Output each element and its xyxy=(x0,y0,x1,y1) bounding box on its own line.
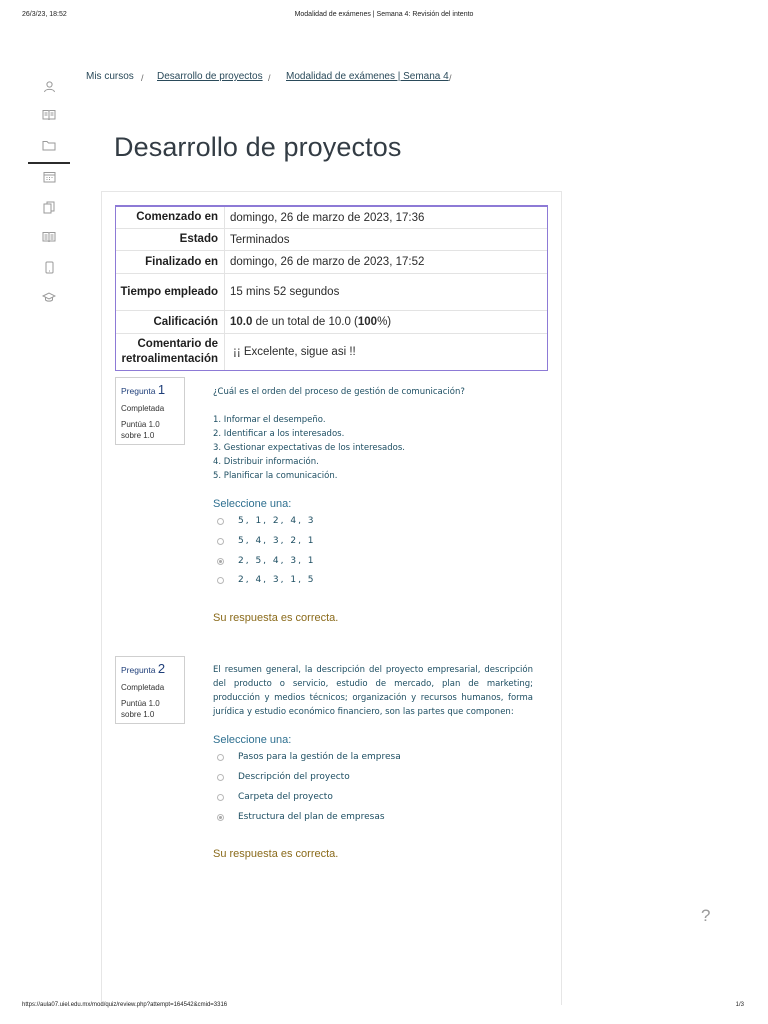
answer-option[interactable] xyxy=(217,514,316,528)
print-date: 26/3/23, 18:52 xyxy=(22,11,67,18)
question-info-2 xyxy=(115,656,185,724)
summary-row xyxy=(116,310,547,333)
breadcrumb-home[interactable]: Mis cursos xyxy=(86,71,134,82)
mobile-icon[interactable] xyxy=(37,255,61,279)
print-title: Modalidad de exámenes | Semana 4: Revisión del intento xyxy=(294,11,474,18)
summary-value: 15 mins 52 segundos xyxy=(230,286,340,298)
summary-label: Estado xyxy=(116,229,225,250)
grade-value: 10.0 de un total de 10.0 ( 100 %) xyxy=(230,316,392,328)
answer-option[interactable] xyxy=(217,573,316,587)
summary-row xyxy=(116,333,547,370)
summary-row xyxy=(116,273,547,310)
answer-feedback: Su respuesta es correcta. xyxy=(213,848,339,860)
option-label: Pasos para la gestión de la empresa xyxy=(238,752,401,762)
graduation-cap-icon[interactable] xyxy=(37,285,61,309)
help-button[interactable]: ? xyxy=(701,906,711,925)
summary-label: Finalizado en xyxy=(116,251,225,273)
radio-button[interactable] xyxy=(217,577,224,584)
radio-button[interactable] xyxy=(217,794,224,801)
summary-row xyxy=(116,228,547,250)
select-prompt: Seleccione una: xyxy=(213,498,292,510)
list-item: 4. Distribuir información. xyxy=(213,457,319,467)
breadcrumb-separator: / xyxy=(141,73,144,83)
select-prompt: Seleccione una: xyxy=(213,734,292,746)
list-item: 2. Identificar a los interesados. xyxy=(213,429,345,439)
summary-value: domingo, 26 de marzo de 2023, 17:52 xyxy=(230,256,425,268)
print-url: https://aula07.uiel.edu.mx/mod/quiz/review.php?attempt=164542&cmid=3316 xyxy=(22,1002,228,1008)
question-status: Completada xyxy=(121,683,165,692)
option-label: 2, 5, 4, 3, 1 xyxy=(238,556,316,566)
question-text: ¿Cuál es el orden del proceso de gestión de comunicación? xyxy=(213,387,465,397)
copy-icon[interactable] xyxy=(37,195,61,219)
option-label: Descripción del proyecto xyxy=(238,772,350,782)
answer-option[interactable] xyxy=(217,810,385,824)
summary-value: ¡¡ Excelente, sigue asi !! xyxy=(233,346,356,358)
breadcrumb-quiz[interactable]: Modalidad de exámenes | Semana 4 xyxy=(286,71,449,82)
radio-button[interactable] xyxy=(217,538,224,545)
summary-value: domingo, 26 de marzo de 2023, 17:36 xyxy=(230,211,425,224)
page-title: Desarrollo de proyectos xyxy=(114,132,402,162)
radio-button-selected[interactable] xyxy=(217,814,224,821)
answer-option[interactable] xyxy=(217,790,333,804)
summary-value: Terminados xyxy=(230,233,290,246)
question-list xyxy=(213,413,533,483)
active-nav-indicator xyxy=(28,162,70,164)
option-label: 2, 4, 3, 1, 5 xyxy=(238,575,316,585)
attempt-summary-table xyxy=(115,205,548,371)
summary-row xyxy=(116,207,547,228)
breadcrumb-separator: / xyxy=(449,73,452,83)
breadcrumb-course[interactable]: Desarrollo de proyectos xyxy=(157,71,263,82)
book-open-icon[interactable] xyxy=(37,225,61,249)
answer-feedback: Su respuesta es correcta. xyxy=(213,612,339,624)
book-icon[interactable] xyxy=(37,103,61,127)
radio-button[interactable] xyxy=(217,774,224,781)
option-label: Carpeta del proyecto xyxy=(238,792,333,802)
question-score: Puntúa 1.0 sobre 1.0 xyxy=(121,420,160,440)
question-number: Pregunta 1 xyxy=(121,382,166,397)
summary-row xyxy=(116,250,547,273)
option-label: 5, 1, 2, 4, 3 xyxy=(238,516,316,526)
question-number: Pregunta 2 xyxy=(121,661,166,676)
answer-option[interactable] xyxy=(217,750,401,764)
breadcrumb-separator: / xyxy=(268,73,271,83)
left-sidebar xyxy=(28,70,70,310)
answer-option[interactable] xyxy=(217,534,316,548)
option-label: 5, 4, 3, 2, 1 xyxy=(238,536,316,546)
radio-button-selected[interactable] xyxy=(217,558,224,565)
user-icon[interactable] xyxy=(37,74,61,98)
summary-label: Comenzado en xyxy=(116,207,225,228)
summary-label: Tiempo empleado xyxy=(116,274,225,310)
answer-option[interactable] xyxy=(217,554,316,568)
summary-label: Comentario de retroalimentación xyxy=(116,334,225,370)
list-item: 5. Planificar la comunicación. xyxy=(213,471,338,481)
list-item: 3. Gestionar expectativas de los interesados. xyxy=(213,443,405,453)
folder-icon[interactable] xyxy=(37,133,61,157)
summary-label: Calificación xyxy=(116,311,225,333)
calendar-icon[interactable] xyxy=(37,165,61,189)
list-item: 1. Informar el desempeño. xyxy=(213,415,326,425)
option-label: Estructura del plan de empresas xyxy=(238,812,385,822)
radio-button[interactable] xyxy=(217,518,224,525)
answer-option[interactable] xyxy=(217,770,350,784)
question-status: Completada xyxy=(121,404,165,413)
question-info-1 xyxy=(115,377,185,445)
question-score: Puntúa 1.0 sobre 1.0 xyxy=(121,699,160,719)
print-page-number: 1/3 xyxy=(735,1002,744,1008)
radio-button[interactable] xyxy=(217,754,224,761)
question-text: El resumen general, la descripción del proyecto empresarial, descripción del producto o servicio, estudio de mercado, plan de marketing; producción y medios técnicos; organización y recursos humanos, forma jurídica y estudio económico financiero, son las partes que componen: xyxy=(213,665,533,717)
